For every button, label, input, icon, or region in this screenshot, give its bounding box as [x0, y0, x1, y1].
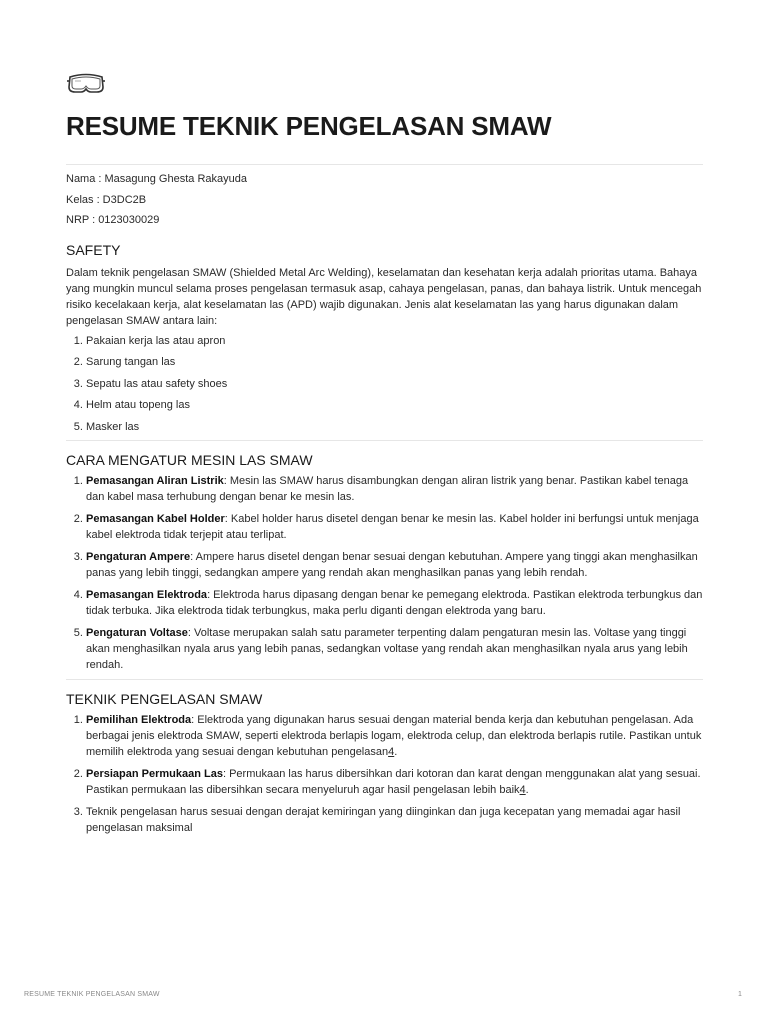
- citation-link[interactable]: 4: [519, 784, 526, 796]
- safety-list: [66, 333, 703, 435]
- list-item: [86, 511, 703, 543]
- list-item: 2. Sarung tangan las: [86, 354, 703, 370]
- item-text: : Mesin las SMAW harus disambungkan dengan aliran listrik yang benar. Pastikan kabel tenaga dan kabel masa terhubung dengan benar ke mesin las.: [86, 475, 689, 503]
- item-term: Pemasangan Aliran Listrik: [86, 475, 224, 487]
- item-term: Pengaturan Ampere: [86, 551, 191, 563]
- student-class: Kelas : D3DC2B: [66, 193, 147, 206]
- item-text: : Ampere harus disetel dengan benar sesuai dengan kebutuhan. Ampere yang tinggi akan menghasilkan panas yang lebih tinggi, sedangkan ampere yang rendah akan menghasilkan panas yang lebih rendah.: [86, 551, 698, 579]
- item-term: Pemilihan Elektroda: [86, 714, 192, 726]
- section-heading-technique: TEKNIK PENGELASAN SMAW: [66, 691, 263, 707]
- list-item: [86, 549, 703, 581]
- footer-title: RESUME TEKNIK PENGELASAN SMAW: [24, 991, 160, 998]
- student-info: [66, 169, 703, 231]
- list-item: [86, 804, 703, 836]
- item-text: Teknik pengelasan harus sesuai dengan derajat kemiringan yang diinginkan dan juga kecepatan yang memadai agar hasil pengelasan maksimal: [86, 806, 681, 834]
- student-nrp: NRP : 0123030029: [66, 214, 160, 226]
- technique-list: [66, 712, 703, 836]
- page-number: 1: [738, 991, 742, 998]
- divider: [66, 440, 703, 441]
- item-text: : Elektroda harus dipasang dengan benar ke pemegang elektroda. Pastikan elektroda terbungkus dan tidak terbuka. Jika elektroda tidak terbungkus, maka perlu diganti dengan elektroda yang baru.: [86, 589, 703, 617]
- item-text: : Elektroda yang digunakan harus sesuai dengan material benda kerja dan kebutuhan pengelasan. Ada berbagai jenis elektroda SMAW, seperti elektroda berlapis logam, elektroda celup, dan elektroda berlapis rutile. Pastikan untuk memilih elektroda yang sesuai dengan kebutuhan pengelasan: [86, 714, 702, 758]
- section-heading-safety: SAFETY: [66, 241, 121, 258]
- item-term: Pengaturan Voltase: [86, 627, 188, 639]
- item-text: : Kabel holder harus disetel dengan benar ke mesin las. Kabel holder ini berfungsi untuk menjaga kabel elektroda tidak terjepit atau terlipat.: [86, 513, 699, 541]
- setup-list: [66, 473, 703, 673]
- list-item: [86, 587, 703, 619]
- list-item: 1. Pemilihan Elektroda: Elektroda yang digunakan harus sesuai dengan material benda kerja dan kebutuhan pengelasan. Ada berbagai jenis elektroda SMAW, seperti elektroda berlapis logam, elektroda celup, dan elektroda berlapis rutile. Pastikan untuk memilih elektroda yang sesuai dengan kebutuhan pengelasan4.: [86, 712, 703, 760]
- divider: [66, 679, 703, 680]
- item-term: Pemasangan Elektroda: [86, 589, 208, 601]
- divider: [66, 164, 703, 165]
- citation-link[interactable]: 4: [388, 746, 395, 758]
- list-item: 2. Persiapan Permukaan Las: Permukaan las harus dibersihkan dari kotoran dan karat dengan menggunakan alat yang sesuai. Pastikan permukaan las dibersihkan secara menyeluruh agar hasil pengelasan lebih baik4.: [86, 766, 703, 798]
- item-text: : Voltase merupakan salah satu parameter terpenting dalam pengaturan mesin las. Voltase yang tinggi akan menghasilkan nyala arus yang lebih panas, sedangkan voltase yang rendah akan menghasilkan nyala arus yang lebih rendah.: [86, 627, 688, 671]
- document-title: RESUME TEKNIK PENGELASAN SMAW: [66, 111, 552, 141]
- list-item: 1. Pakaian kerja las atau apron: [86, 333, 703, 349]
- document-page: [66, 68, 703, 842]
- list-item: 4. Helm atau topeng las: [86, 397, 703, 413]
- item-term: Pemasangan Kabel Holder: [86, 513, 225, 525]
- section-heading-setup: CARA MENGATUR MESIN LAS SMAW: [66, 452, 313, 468]
- safety-intro: Dalam teknik pengelasan SMAW (Shielded Metal Arc Welding), keselamatan dan kesehatan kerja adalah prioritas utama. Bahaya yang mungkin muncul selama proses pengelasan termasuk asap, cahaya pengelasan, panas, dan bahaya listrik. Untuk mencegah risiko kecelakaan kerja, alat keselamatan las (APD) wajib digunakan. Jenis alat keselamatan las yang harus digunakan dalam pengelasan SMAW antara lain:: [66, 266, 702, 327]
- list-item: 5. Masker las: [86, 419, 703, 435]
- list-item: [86, 473, 703, 505]
- list-item: 3. Sepatu las atau safety shoes: [86, 376, 703, 392]
- safety-goggles-icon: [66, 68, 106, 98]
- student-name: Nama : Masagung Ghesta Rakayuda: [66, 173, 247, 185]
- item-text: : Permukaan las harus dibersihkan dari kotoran dan karat dengan menggunakan alat yang sesuai. Pastikan permukaan las dibersihkan secara menyeluruh agar hasil pengelasan lebih baik: [86, 768, 701, 796]
- item-term: Persiapan Permukaan Las: [86, 768, 223, 780]
- list-item: [86, 625, 703, 673]
